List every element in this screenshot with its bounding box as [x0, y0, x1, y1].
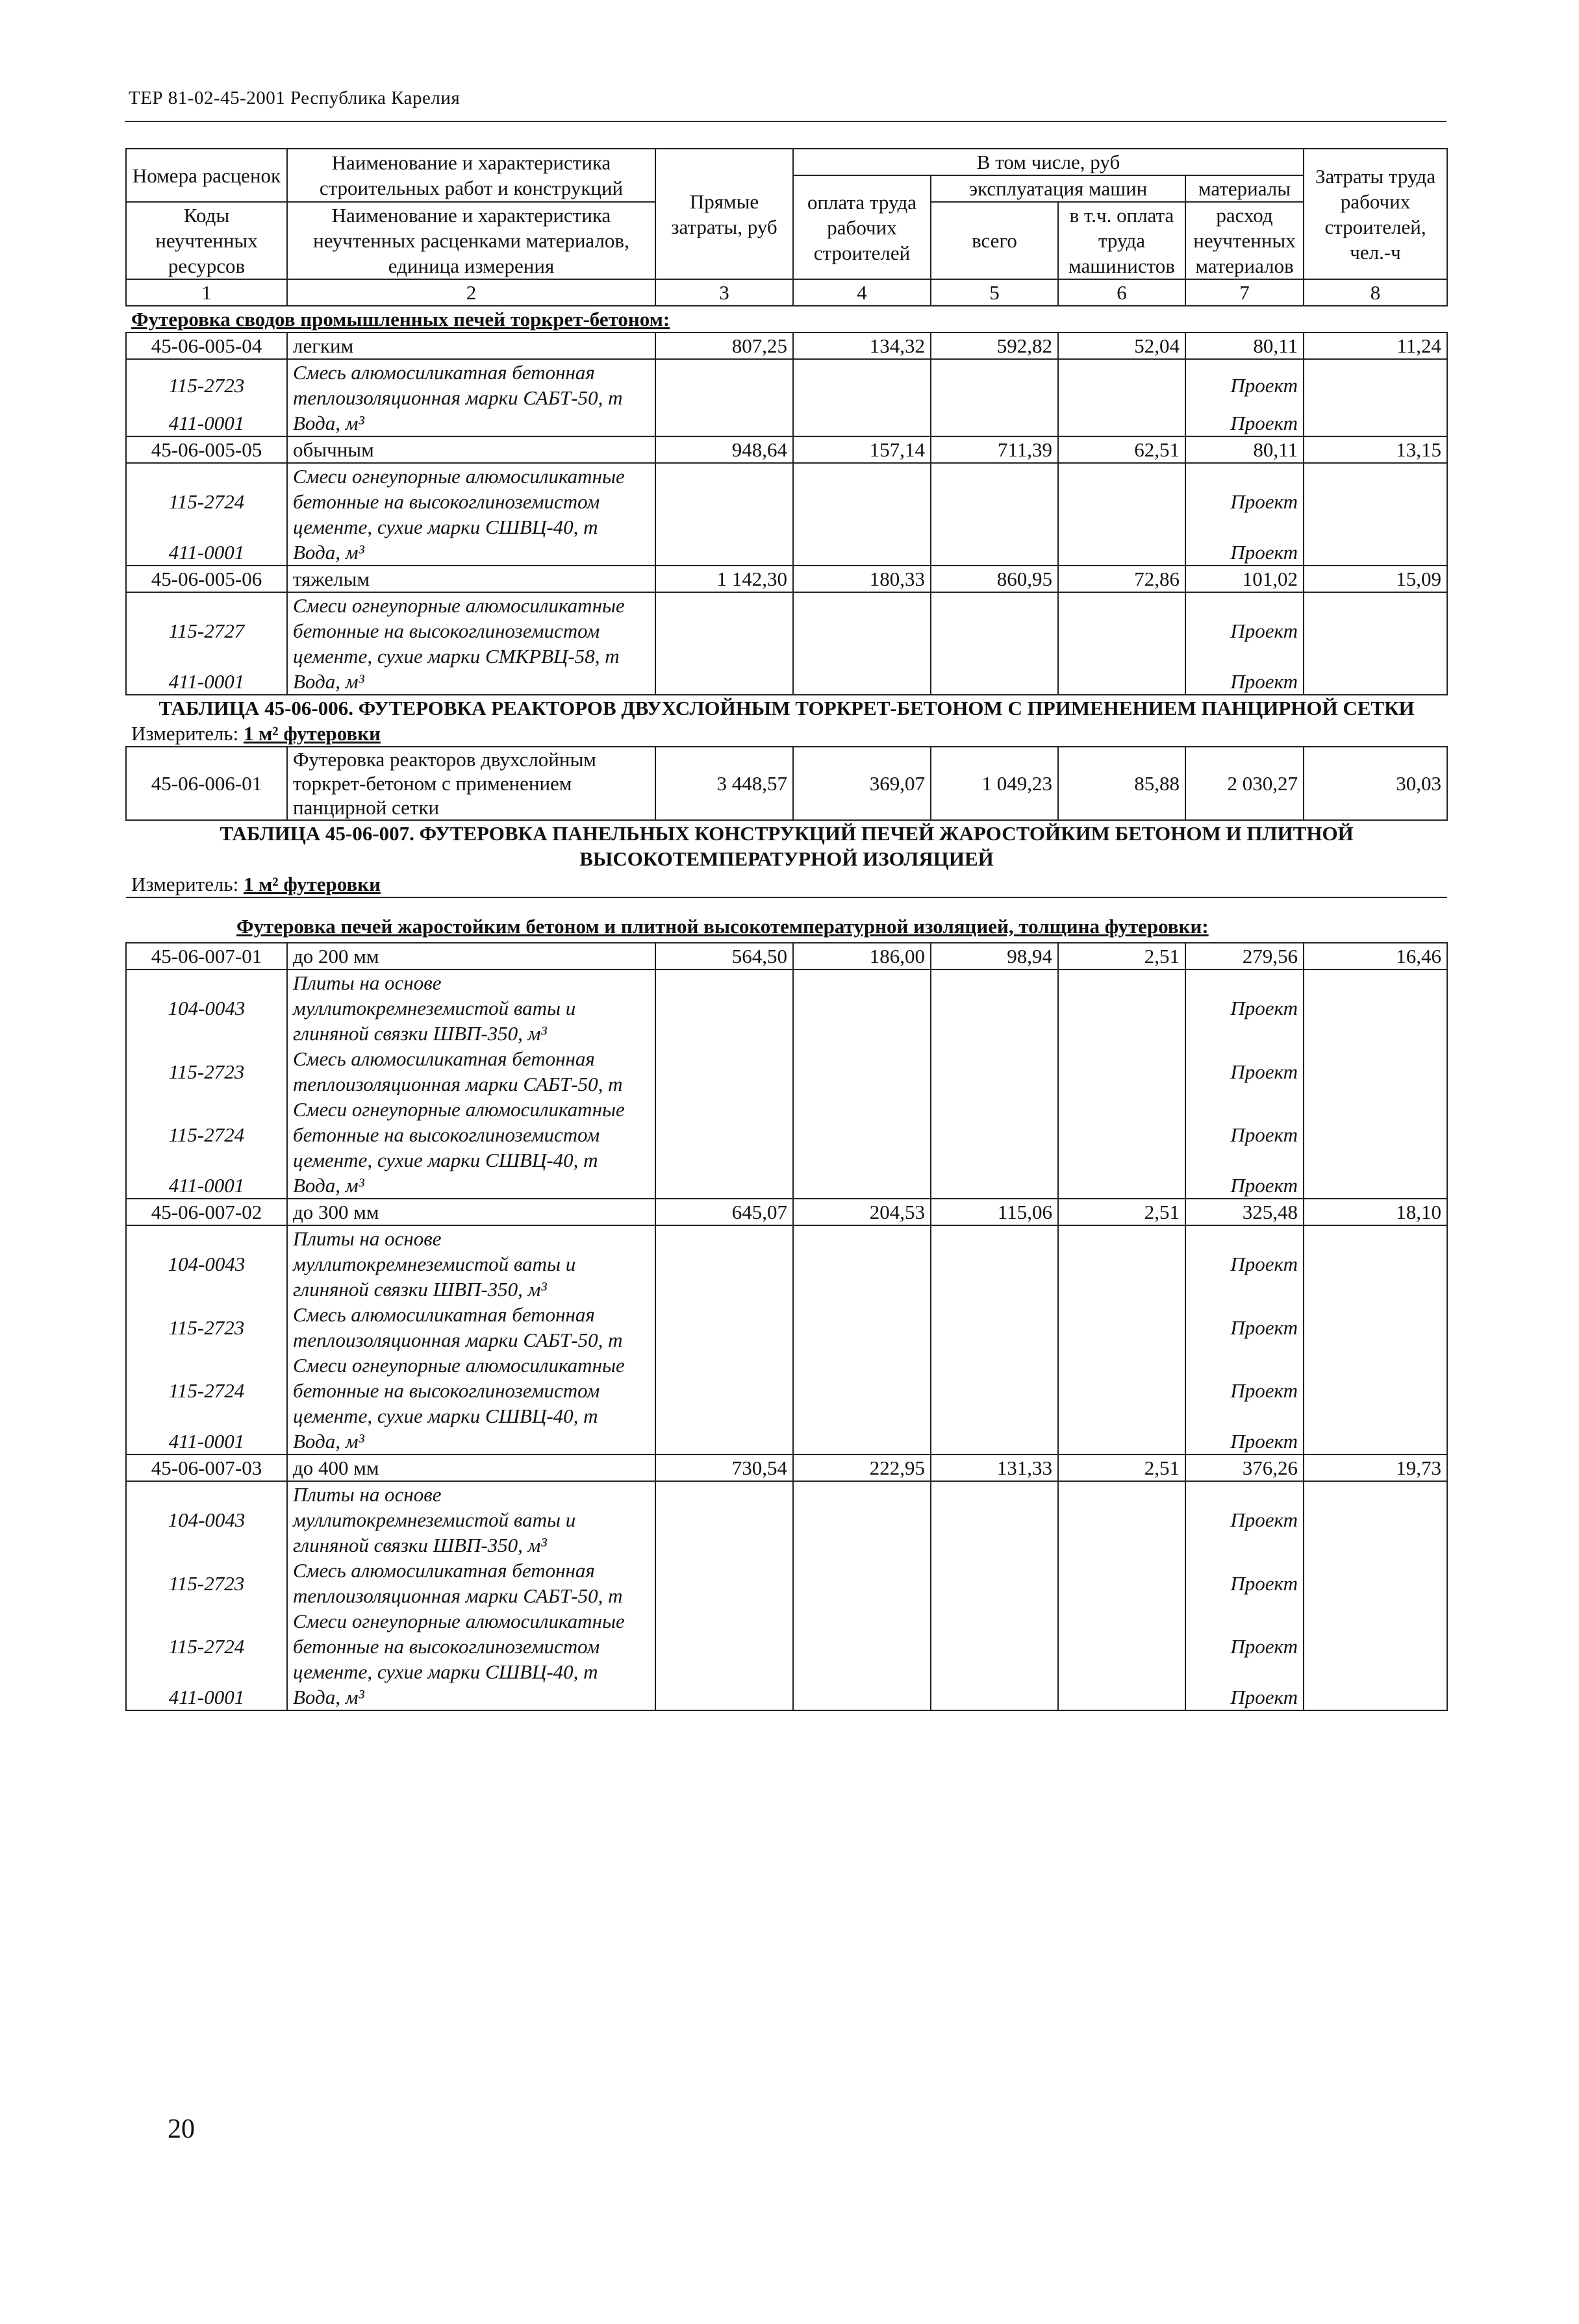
resource-value: Проект: [1185, 1608, 1304, 1684]
machinist-wages: 72,86: [1058, 566, 1185, 592]
col-header-materials: материалы: [1185, 175, 1304, 202]
machines-total: 1 049,23: [931, 747, 1058, 820]
rate-name: тяжелым: [287, 566, 655, 592]
machinist-wages: 2,51: [1058, 1455, 1185, 1481]
direct-cost: 1 142,30: [655, 566, 793, 592]
resource-desc: Смесь алюмосиликатная бетонная теплоизоляционная марки САБТ-50, т: [287, 1046, 655, 1097]
direct-cost: 807,25: [655, 332, 793, 359]
resource-desc: Смеси огнеупорные алюмосиликатные бетонные на высокоглиноземистом цементе, сухие марки СШВЦ-40, т: [287, 463, 655, 540]
machines-total: 860,95: [931, 566, 1058, 592]
resource-desc: Смеси огнеупорные алюмосиликатные бетонные на высокоглиноземистом цементе, сухие марки СМКРВЦ-58, т: [287, 592, 655, 669]
table-row: [126, 566, 1447, 592]
col-header-materials-use: расход неучтенных материалов: [1185, 202, 1304, 279]
labor: 15,09: [1304, 566, 1447, 592]
resource-code: 104-0043: [126, 1225, 287, 1302]
materials: 376,26: [1185, 1455, 1304, 1481]
resource-row: [126, 969, 1447, 1046]
machines-total: 98,94: [931, 943, 1058, 969]
direct-cost: 948,64: [655, 436, 793, 463]
table-row: [126, 1455, 1447, 1481]
measure-row: [126, 871, 1447, 897]
col-header-direct: Прямые затраты, руб: [655, 149, 793, 279]
machinist-wages: 2,51: [1058, 943, 1185, 969]
wages: 369,07: [793, 747, 931, 820]
direct-cost: 645,07: [655, 1199, 793, 1225]
resource-row: [126, 669, 1447, 695]
resource-desc: Вода, м³: [287, 540, 655, 566]
resource-value: Проект: [1185, 1302, 1304, 1353]
table-title-row: [126, 695, 1447, 721]
resource-code: 411-0001: [126, 1173, 287, 1199]
resource-desc: Смеси огнеупорные алюмосиликатные бетонные на высокоглиноземистом цементе, сухие марки СШВЦ-40, т: [287, 1097, 655, 1173]
rate-name: Футеровка реакторов двухслойным торкрет-бетоном с применением панцирной сетки: [287, 747, 655, 820]
measure-unit: [126, 871, 1447, 897]
machinist-wages: 2,51: [1058, 1199, 1185, 1225]
resource-code: 104-0043: [126, 1481, 287, 1558]
resource-value: Проект: [1185, 592, 1304, 669]
machines-total: 115,06: [931, 1199, 1058, 1225]
wages: 186,00: [793, 943, 931, 969]
resource-code: 411-0001: [126, 1684, 287, 1710]
resource-value: Проект: [1185, 1097, 1304, 1173]
rate-code: 45-06-007-02: [126, 1199, 287, 1225]
col-header-machines: эксплуатация машин: [931, 175, 1185, 202]
resource-value: Проект: [1185, 540, 1304, 566]
col-num-8: 8: [1304, 279, 1447, 306]
labor: 19,73: [1304, 1455, 1447, 1481]
col-num-3: 3: [655, 279, 793, 306]
section-title-row: [126, 897, 1447, 943]
wages: 204,53: [793, 1199, 931, 1225]
resource-value: Проект: [1185, 463, 1304, 540]
rate-code: 45-06-005-06: [126, 566, 287, 592]
rate-code: 45-06-006-01: [126, 747, 287, 820]
materials: 2 030,27: [1185, 747, 1304, 820]
col-header-group: В том числе, руб: [793, 149, 1304, 175]
wages: 157,14: [793, 436, 931, 463]
resource-desc: Вода, м³: [287, 1173, 655, 1199]
section-title: Футеровка сводов промышленных печей торкрет-бетоном:: [131, 308, 670, 331]
column-number-row: [126, 279, 1447, 306]
running-header: ТЕР 81-02-45-2001 Республика Карелия: [129, 88, 461, 108]
table-row: [126, 747, 1447, 820]
resource-code: 411-0001: [126, 669, 287, 695]
resource-row: [126, 592, 1447, 669]
resource-code: 115-2724: [126, 1097, 287, 1173]
resource-code: 115-2724: [126, 1353, 287, 1429]
labor: 16,46: [1304, 943, 1447, 969]
resource-code: 115-2723: [126, 1302, 287, 1353]
labor: 18,10: [1304, 1199, 1447, 1225]
resource-desc: Смесь алюмосиликатная бетонная теплоизоляционная марки САБТ-50, т: [287, 1558, 655, 1608]
resource-code: 115-2723: [126, 1558, 287, 1608]
resource-value: Проект: [1185, 669, 1304, 695]
col-header-number-label: Номера расценок: [132, 164, 281, 187]
machinist-wages: 52,04: [1058, 332, 1185, 359]
resource-row: [126, 1225, 1447, 1302]
materials: 325,48: [1185, 1199, 1304, 1225]
resource-row: [126, 1684, 1447, 1710]
col-header-wages: оплата труда рабочих строителей: [793, 175, 931, 279]
resource-value: Проект: [1185, 1429, 1304, 1455]
resource-value: Проект: [1185, 1558, 1304, 1608]
col-header-res-codes: Коды неучтенных ресурсов: [126, 202, 287, 279]
resource-code: 104-0043: [126, 969, 287, 1046]
measure-label: Измеритель:: [131, 722, 239, 745]
rate-code: 45-06-005-04: [126, 332, 287, 359]
col-num-7: 7: [1185, 279, 1304, 306]
resource-value: Проект: [1185, 1225, 1304, 1302]
measure-label: Измеритель:: [131, 873, 239, 895]
resource-code: 115-2723: [126, 1046, 287, 1097]
materials: 279,56: [1185, 943, 1304, 969]
resource-desc: Плиты на основе муллитокремнеземистой ваты и глиняной связки ШВП-350, м³: [287, 1481, 655, 1558]
wages: 134,32: [793, 332, 931, 359]
resource-desc: Плиты на основе муллитокремнеземистой ваты и глиняной связки ШВП-350, м³: [287, 1225, 655, 1302]
col-header-res-name: Наименование и характеристика неучтенных расценками материалов, единица измерения: [287, 202, 655, 279]
labor: 11,24: [1304, 332, 1447, 359]
resource-row: [126, 1173, 1447, 1199]
table-title: ТАБЛИЦА 45-06-006. ФУТЕРОВКА РЕАКТОРОВ ДВУХСЛОЙНЫМ ТОРКРЕТ-БЕТОНОМ С ПРИМЕНЕНИЕМ ПАНЦИРНОЙ СЕТКИ: [158, 697, 1415, 719]
section-title: Футеровка печей жаростойким бетоном и плитной высокотемпературной изоляцией, толщина футеровки:: [236, 915, 1209, 938]
measure-unit: [126, 721, 1447, 747]
wages: 180,33: [793, 566, 931, 592]
table-row: [126, 332, 1447, 359]
resource-code: 115-2727: [126, 592, 287, 669]
measure-value: 1 м² футеровки: [243, 722, 381, 745]
resource-row: [126, 1608, 1447, 1684]
resource-row: [126, 410, 1447, 436]
resource-row: [126, 1558, 1447, 1608]
direct-cost: 3 448,57: [655, 747, 793, 820]
measure-row: [126, 721, 1447, 747]
col-num-2: 2: [287, 279, 655, 306]
rate-name: обычным: [287, 436, 655, 463]
resource-row: [126, 359, 1447, 410]
resource-desc: Вода, м³: [287, 1429, 655, 1455]
rate-name: до 300 мм: [287, 1199, 655, 1225]
page-number: 20: [168, 2114, 195, 2144]
header-rule: [125, 121, 1446, 122]
resource-row: [126, 1481, 1447, 1558]
materials: 80,11: [1185, 436, 1304, 463]
resource-desc: Смесь алюмосиликатная бетонная теплоизоляционная марки САБТ-50, т: [287, 1302, 655, 1353]
materials: 101,02: [1185, 566, 1304, 592]
rate-code: 45-06-005-05: [126, 436, 287, 463]
resource-value: Проект: [1185, 410, 1304, 436]
col-num-4: 4: [793, 279, 931, 306]
table-row: [126, 436, 1447, 463]
resource-code: 115-2724: [126, 1608, 287, 1684]
resource-value: Проект: [1185, 1173, 1304, 1199]
resource-code: 115-2723: [126, 359, 287, 410]
resource-value: Проект: [1185, 1046, 1304, 1097]
labor: 30,03: [1304, 747, 1447, 820]
rate-code: 45-06-007-01: [126, 943, 287, 969]
rate-code: 45-06-007-03: [126, 1455, 287, 1481]
section-title-row: [126, 306, 1447, 332]
col-num-5: 5: [931, 279, 1058, 306]
resource-desc: Плиты на основе муллитокремнеземистой ваты и глиняной связки ШВП-350, м³: [287, 969, 655, 1046]
header-row-1: [126, 149, 1447, 175]
col-header-labor: Затраты труда рабочих строителей, чел.-ч: [1304, 149, 1447, 279]
resource-row: [126, 1353, 1447, 1429]
col-num-1: 1: [126, 279, 287, 306]
resource-desc: Вода, м³: [287, 410, 655, 436]
machines-total: 592,82: [931, 332, 1058, 359]
col-header-name: [287, 149, 655, 202]
resource-row: [126, 1429, 1447, 1455]
direct-cost: 730,54: [655, 1455, 793, 1481]
table-row: [126, 1199, 1447, 1225]
col-header-machinist-wages: в т.ч. оплата труда машинистов: [1058, 202, 1185, 279]
wages: 222,95: [793, 1455, 931, 1481]
resource-desc: Смесь алюмосиликатная бетонная теплоизоляционная марки САБТ-50, т: [287, 359, 655, 410]
materials: 80,11: [1185, 332, 1304, 359]
resource-code: 411-0001: [126, 1429, 287, 1455]
resource-desc: Вода, м³: [287, 1684, 655, 1710]
table-row: [126, 943, 1447, 969]
resource-value: Проект: [1185, 359, 1304, 410]
col-header-name-label: Наименование и характеристика строительных работ и конструкций: [319, 151, 624, 199]
resource-row: [126, 540, 1447, 566]
rate-name: легким: [287, 332, 655, 359]
resource-code: 115-2724: [126, 463, 287, 540]
col-header-machines-total: всего: [931, 202, 1058, 279]
resource-row: [126, 1302, 1447, 1353]
machinist-wages: 85,88: [1058, 747, 1185, 820]
resource-desc: Смеси огнеупорные алюмосиликатные бетонные на высокоглиноземистом цементе, сухие марки СШВЦ-40, т: [287, 1608, 655, 1684]
resource-value: Проект: [1185, 1684, 1304, 1710]
table-title-row: [126, 820, 1447, 871]
resource-code: 411-0001: [126, 540, 287, 566]
direct-cost: 564,50: [655, 943, 793, 969]
resource-desc: Вода, м³: [287, 669, 655, 695]
col-num-6: 6: [1058, 279, 1185, 306]
rates-table: [125, 148, 1448, 1711]
resource-value: Проект: [1185, 969, 1304, 1046]
labor: 13,15: [1304, 436, 1447, 463]
resource-row: [126, 1046, 1447, 1097]
col-header-number: [126, 149, 287, 202]
resource-desc: Смеси огнеупорные алюмосиликатные бетонные на высокоглиноземистом цементе, сухие марки СШВЦ-40, т: [287, 1353, 655, 1429]
rate-name: до 400 мм: [287, 1455, 655, 1481]
resource-value: Проект: [1185, 1353, 1304, 1429]
resource-value: Проект: [1185, 1481, 1304, 1558]
measure-value: 1 м² футеровки: [243, 873, 381, 895]
rate-name: до 200 мм: [287, 943, 655, 969]
machinist-wages: 62,51: [1058, 436, 1185, 463]
machines-total: 131,33: [931, 1455, 1058, 1481]
table-title: ТАБЛИЦА 45-06-007. ФУТЕРОВКА ПАНЕЛЬНЫХ КОНСТРУКЦИЙ ПЕЧЕЙ ЖАРОСТОЙКИМ БЕТОНОМ И ПЛИТНОЙ ВЫСОКОТЕМПЕРАТУРНОЙ ИЗОЛЯЦИЕЙ: [220, 822, 1354, 870]
resource-row: [126, 463, 1447, 540]
resource-code: 411-0001: [126, 410, 287, 436]
resource-row: [126, 1097, 1447, 1173]
machines-total: 711,39: [931, 436, 1058, 463]
